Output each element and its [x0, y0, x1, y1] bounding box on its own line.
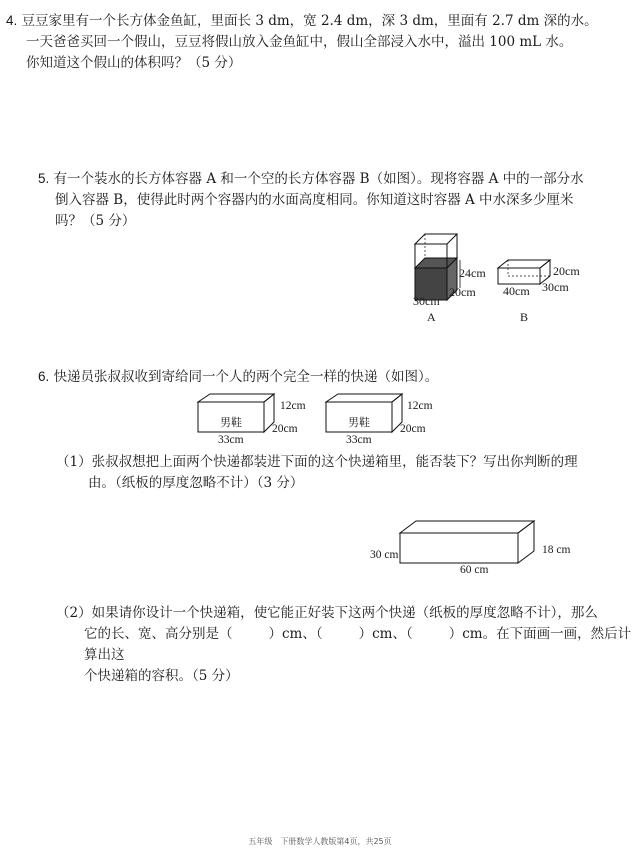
q5-line1: 5. 有一个装水的长方体容器 A 和一个空的长方体容器 B（如图）。现将容器 A 中的一部分水: [38, 171, 584, 187]
q5-number: 5.: [38, 171, 50, 186]
q6-part2: [56, 603, 636, 687]
big-box-height: 18 cm: [542, 544, 571, 556]
q4-number: 4.: [6, 13, 18, 28]
question-5: [38, 168, 638, 232]
q6-number: 6.: [38, 369, 50, 384]
shoe-box-2-length: 33cm: [346, 434, 372, 446]
shoe-box-1-height: 12cm: [280, 400, 306, 412]
question-4: [6, 10, 636, 74]
shoe-box-2-label: 男鞋: [348, 417, 370, 429]
shoe-box-2-width: 20cm: [400, 423, 426, 435]
shoe-box-2-height: 12cm: [407, 400, 433, 412]
a-length-label: 30cm: [413, 294, 440, 308]
a-width-label: 20cm: [449, 285, 476, 299]
big-express-box: [398, 519, 538, 567]
shoe-box-1-label: 男鞋: [220, 417, 242, 429]
shoe-box-1-width: 20cm: [272, 423, 298, 435]
big-box-length: 60 cm: [460, 564, 489, 576]
b-length-label: 40cm: [503, 284, 530, 298]
q6-part1-line1: （1）张叔叔想把上面两个快递都装进下面的这个快递箱里，能否装下？写出你判断的理: [56, 454, 578, 470]
b-width-label: 30cm: [542, 280, 569, 294]
q5-line3: 吗？（5 分）: [55, 213, 136, 229]
q6-part2-line2: 它的长、宽、高分别是（ ）cm、（ ）cm、（ ）cm。在下面画一画，然后计算出这: [84, 626, 632, 663]
q6-part1: [56, 452, 636, 494]
question-6-intro: 6. 快递员张叔叔收到寄给同一个人的两个完全一样的快递（如图）。: [38, 369, 439, 385]
a-height-label: 24cm: [459, 266, 486, 280]
page-footer: 五年级 下册数学人教版第4页，共25页: [248, 837, 392, 846]
q5-line2: 倒入容器 B，使得此时两个容器内的水面高度相同。你知道这时容器 A 中水深多少厘米: [55, 192, 574, 208]
big-box-width: 30 cm: [370, 549, 399, 561]
q4-line1: 4. 豆豆家里有一个长方体金鱼缸，里面长 3 dm，宽 2.4 dm，深 3 dm，里面有 2.7 dm 深的水。: [6, 13, 598, 29]
q4-line2: 一天爸爸买回一个假山，豆豆将假山放入金鱼缸中，假山全部浸入水中，溢出 100 mL 水。: [26, 34, 573, 50]
a-label: A: [427, 310, 436, 324]
q6-part1-line2: 由。（纸板的厚度忽略不计）（3 分）: [88, 475, 304, 491]
shoe-box-1-length: 33cm: [218, 434, 244, 446]
b-label: B: [520, 310, 529, 324]
q6-part2-line3: 个快递箱的容积。（5 分）: [84, 668, 239, 684]
q4-line3: 你知道这个假山的体积吗？（5 分）: [26, 55, 242, 71]
b-height-label: 20cm: [553, 264, 580, 278]
q6-part2-line1: （2）如果请你设计一个快递箱，使它能正好装下这两个快递（纸板的厚度忽略不计），那么: [56, 605, 598, 621]
